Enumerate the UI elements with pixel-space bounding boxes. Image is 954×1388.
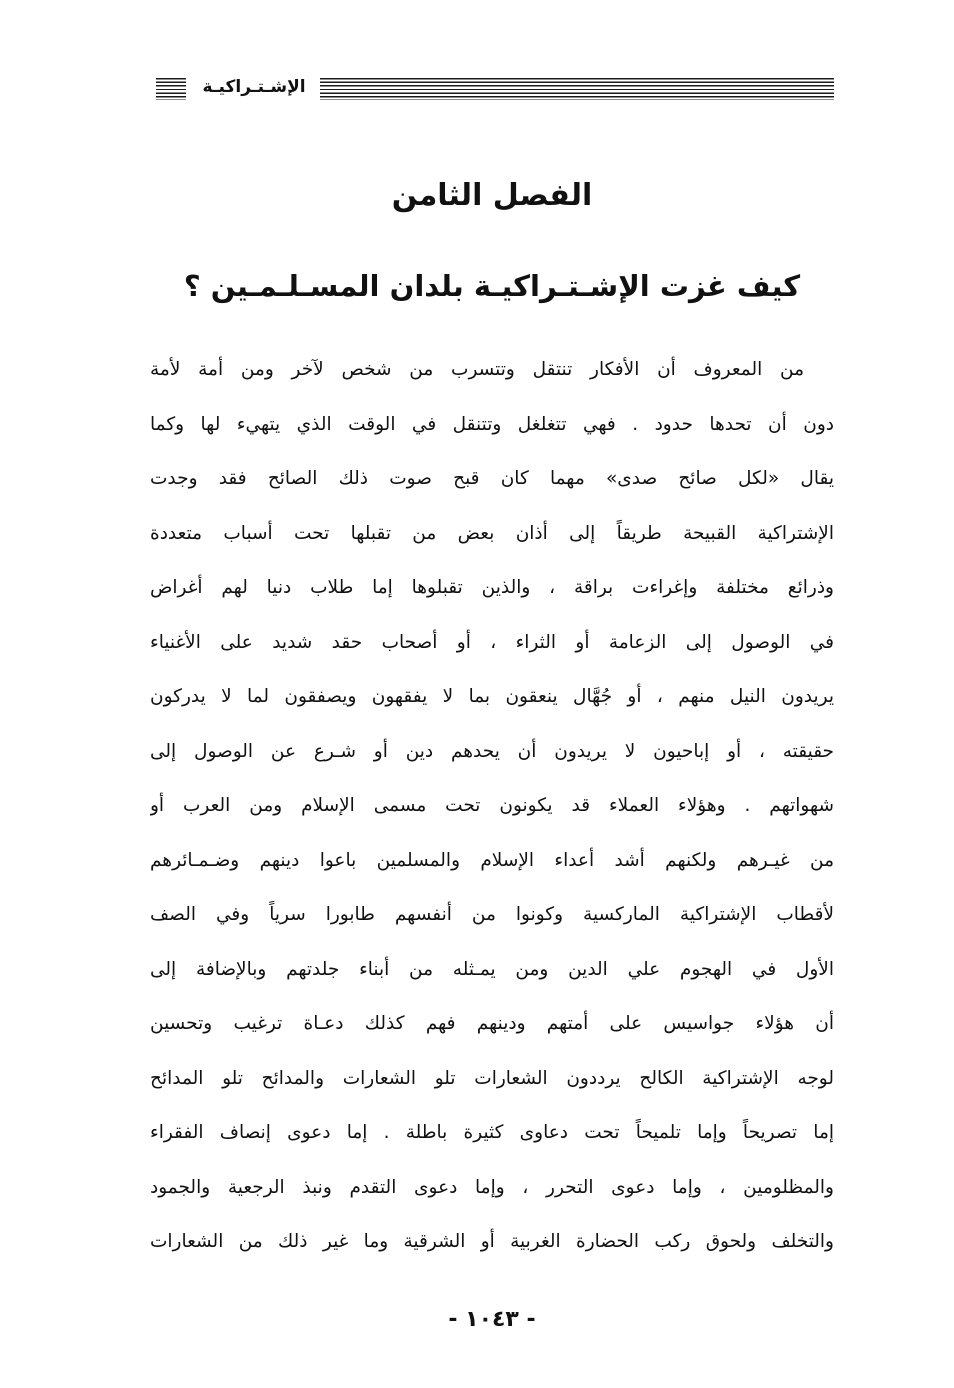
text-line: يقال «لكل صائح صدى» مهما كان قبح صوت ذلك الصائح فقد وجدت — [150, 468, 834, 489]
text-line: في الوصول إلى الزعامة أو الثراء ، أو أصحاب حقد شديد على الأغنياء — [150, 631, 834, 653]
text-line: الإشتراكية القبيحة طريقاً إلى أذان بعض من تقبلها تحت أسباب متعددة — [150, 522, 834, 544]
text-line: والتخلف ولحوق ركب الحضارة الغربية أو الشرقية وما غير ذلك من الشعارات — [150, 1231, 834, 1252]
text-line: حقيقته ، أو إباحيون لا يريدون أن يحدهم دين أو شـرع عن الوصول إلى — [150, 740, 834, 762]
header-rule-left — [156, 78, 186, 100]
text-line: والمظلومين ، وإما دعوى التحرر ، وإما دعوى التقدم ونبذ الرجعية والجمود — [150, 1176, 834, 1198]
text-line: إما تصريحاً وإما تلميحاً تحت دعاوى كثيرة باطلة . إما دعوى إنصاف الفقراء — [150, 1122, 834, 1143]
text-line: وذرائع مختلفة وإغراءت براقة ، والذين تقبلوها إما طلاب دنيا لهم أغراض — [150, 577, 834, 598]
text-line: لأقطاب الإشتراكية الماركسية وكونوا من أنفسهم طابورا سرياً وفي الصف — [150, 904, 834, 925]
running-header — [150, 64, 834, 110]
text-line: من غيـرهم ولكنهم أشد أعداء الإسلام والمسلمين باعوا دينهم وضـمـائرهم — [150, 849, 834, 871]
text-line: الأول في الهجوم علي الدين ومن يمـثله من أبناء جلدتهم وبالإضافة إلى — [150, 958, 834, 980]
text-line: شهواتهم . وهؤلاء العملاء قد يكونون تحت مسمى الإسلام ومن العرب أو — [150, 795, 834, 816]
text-line: من المعروف أن الأفكار تنتقل وتتسرب من شخص لآخر ومن أمة لأمة — [150, 359, 804, 380]
running-title: الإشـتـراكيـة — [202, 77, 306, 97]
text-line: أن هؤلاء جواسيس على أمتهم ودينهم فهم كذلك دعـاة ترغيب وتحسين — [150, 1013, 834, 1034]
text-line: يريدون النيل منهم ، أو جُهَّال ينعقون بما لا يفقهون ويصفقون لما لا يدركون — [150, 686, 834, 707]
header-rule-right — [320, 78, 834, 100]
section-title: كيف غزت الإشـتـراكيـة بلدان المسـلـمـين ؟ — [183, 269, 801, 303]
body-paragraph — [150, 343, 834, 1270]
text-line: دون أن تحدها حدود . فهي تتغلغل وتتنقل في الوقت الذي يتهيء لها وكما — [150, 413, 834, 435]
text-line: لوجه الإشتراكية الكالح يرددون الشعارات تلو الشعارات والمدائح تلو المدائح — [150, 1067, 834, 1089]
chapter-title: الفصل الثامن — [391, 178, 593, 213]
page-number: - ١٠٤٣ - — [448, 1307, 536, 1332]
